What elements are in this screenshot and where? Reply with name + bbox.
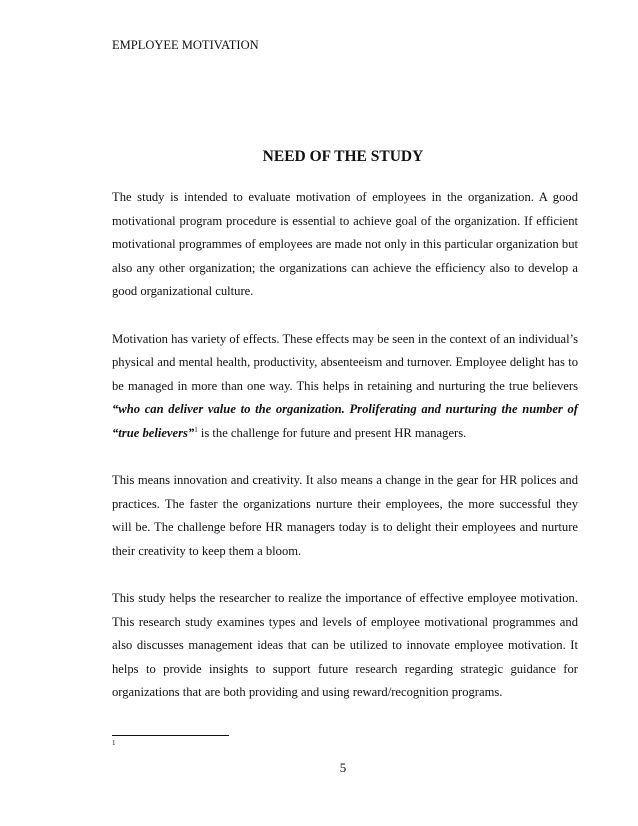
paragraph-2-end: is the challenge for future and present HR managers. xyxy=(197,425,467,440)
paragraph-1: The study is intended to evaluate motivation of employees in the organization. A good motivational program procedure is essential to achieve goal of the organization. If efficient motivational programmes of employees are made not only in this particular organization but also any other organization; the organizations can achieve the efficiency also to develop a good organizational culture. xyxy=(112,190,578,299)
page-number: 5 xyxy=(339,760,347,775)
paragraph-3: This means innovation and creativity. It also means a change in the gear for HR polices and practices. The faster the organizations nurture their employees, the more successful they will be. The challenge before HR managers today is to delight their employees and nurture their creativity to keep them a bloom. xyxy=(112,473,578,558)
footnote-mark: 1 xyxy=(112,739,116,747)
body-text xyxy=(112,186,578,729)
footnote-reference: 1 xyxy=(194,425,198,434)
paragraph-2-start: Motivation has variety of effects. These effects may be seen in the context of an individual’s physical and mental health, productivity, absenteeism and turnover. Employee delight has to be managed in more than one way. This helps in retaining and nurturing the true believers xyxy=(112,331,578,393)
section-title: NEED OF THE STUDY xyxy=(262,148,424,165)
paragraph-2 xyxy=(112,328,578,446)
paragraph-4: This study helps the researcher to realize the importance of effective employee motivation. This research study examines types and levels of employee motivational programmes and also discusses management ideas that can be utilized to innovate employee motivation. It helps to provide insights to support future research regarding strategic guidance for organizations that are both providing and using reward/recognition programs. xyxy=(112,591,578,700)
running-header: EMPLOYEE MOTIVATION xyxy=(112,38,259,52)
footnote-rule xyxy=(112,735,229,736)
quoted-text: “who can deliver value to the organization. Proliferating and nurturing the number of “true believers” xyxy=(112,402,578,440)
